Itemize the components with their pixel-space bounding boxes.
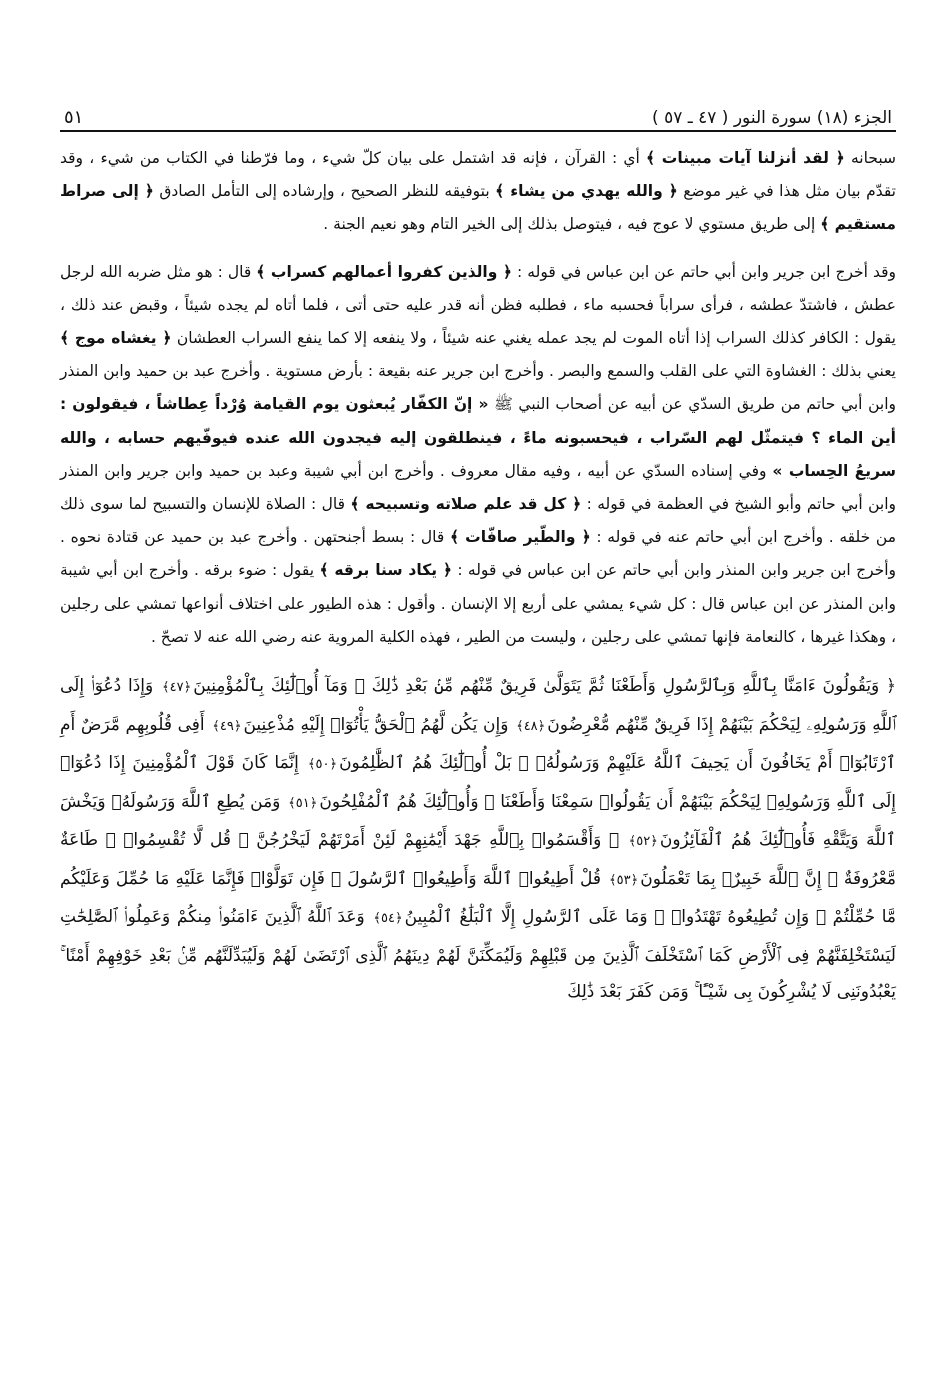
commentary-text: وقد أخرج ابن جرير وابن أبي حاتم عن ابن عباس في قوله : xyxy=(511,262,896,281)
quoted-text: « إنّ الكفّار يُبعثون يوم القيامة وُرْداً عِطاشاً ، فيقولون : أين الماء ؟ فيتمثّل لهم السّراب ، فيحسبونه ماءً ، فينطلقون إليه فيجدون الله عنده فيوفّيهم حسابه ، والله سريعُ الحِساب » xyxy=(60,395,896,480)
verse-number: ﴿٥٢﴾ xyxy=(628,834,658,850)
header-rule xyxy=(60,130,896,132)
commentary-text: قال : الصلاة للإنسان والتسبيح لما سوى ذلك من خلقه . وأخرج ابن أبي حاتم عنه في قوله : xyxy=(60,495,896,547)
quran-verse: وَإِن يَكُن لَّهُمُ ٱلْحَقُّ يَأْتُوٓا۟ إِلَيْهِ مُذْعِنِينَ xyxy=(243,714,509,735)
verse-number: ﴿٥٤﴾ xyxy=(373,911,403,927)
quran-verse: وَإِذَا دُعُوٓا۟ إِلَى ٱللَّهِ وَرَسُولِهِۦ لِيَحْكُمَ بَيْنَهُمْ إِذَا فَرِيقٌ مِّنْهُم مُّعْرِضُونَ xyxy=(60,676,897,735)
quoted-text: ﴿ كل قد علم صلاته وتسبيحه ﴾ xyxy=(350,495,582,514)
commentary-text: قال : هو مثل ضربه الله لرجل عطش ، فاشتدّ عطشه ، فرأى سراباً فحسبه ماء ، فطلبه فظن أنه قدر عليه حتى أتى ، فلما أتاه لم يجده شيئاً ، وقبض عند ذلك ، يقول : الكافر كذلك السراب إذا أتاه الموت لم يجد عمله يغني عنه شيئاً ، ولا ينفعه إلا كما ينفع السراب العطشان xyxy=(60,262,896,348)
commentary-text: يعني بذلك : الغشاوة التي على القلب والسمع والبصر . وأخرج ابن جرير عنه بقيعة : بأرض مستوية . وأخرج عبد بن حميد وابن المنذر وابن أبي حاتم من طريق السدّي عن أبيه عن أصحاب النبي ﷺ xyxy=(60,362,896,414)
commentary-text: وفي إسناده السدّي عن أبيه ، وفيه مقال معروف . وأخرج ابن أبي شيبة وعبد بن حميد وابن جرير وابن المنذر وابن أبي حاتم وأبو الشيخ في العظمة في قوله : xyxy=(60,461,896,514)
quran-verse: ﴿ وَيَقُولُونَ ءَامَنَّا بِٱللَّهِ وَبِٱلرَّسُولِ وَأَطَعْنَا ثُمَّ يَتَوَلَّىٰ فَرِيقٌ مِّنْهُم مِّنۢ بَعْدِ ذَٰلِكَ ۚ وَمَآ أُو۟لَٰٓئِكَ بِٱلْمُؤْمِنِينَ xyxy=(193,676,896,697)
quoted-text: ﴿ يغشاه موج ﴾ xyxy=(60,329,172,348)
verse-number: ﴿٥٠﴾ xyxy=(307,757,338,773)
commentary-paragraph xyxy=(60,256,896,654)
verse-number: ﴿٤٨﴾ xyxy=(516,718,546,734)
running-header xyxy=(60,92,896,128)
quran-verse: ۞ وَأَقْسَمُوا۟ بِٱللَّهِ جَهْدَ أَيْمَٰنِهِمْ لَئِنْ أَمَرْتَهُمْ لَيَخْرُجُنَّ ۖ قُل لَّا تُقْسِمُوا۟ ۖ طَاعَةٌ مَّعْرُوفَةٌ ۚ إِنَّ ٱللَّهَ خَبِيرٌۢ بِمَا تَعْمَلُونَ xyxy=(60,830,897,889)
commentary-paragraph xyxy=(60,142,896,242)
commentary-text: أي : القرآن ، فإنه قد اشتمل على بيان كلّ شيء ، وما فرّطنا في الكتاب من شيء ، وقد تقدّم بيان مثل هذا في غير موضع xyxy=(60,149,897,201)
quoted-text: ﴿ والله يهدي من يشاء ﴾ xyxy=(495,182,678,201)
quoted-text: ﴿ إلى صراط مستقيم ﴾ xyxy=(60,182,896,234)
quran-verse: إِنَّمَا كَانَ قَوْلَ ٱلْمُؤْمِنِينَ إِذَا دُعُوٓا۟ إِلَى ٱللَّهِ وَرَسُولِهِۦ لِيَحْكُمَ بَيْنَهُمْ أَن يَقُولُوا۟ سَمِعْنَا وَأَطَعْنَا ۚ وَأُو۟لَٰٓئِكَ هُمُ ٱلْمُفْلِحُونَ xyxy=(60,753,897,812)
quran-verses-block xyxy=(60,668,896,1011)
quran-verse: وَمَن يُطِعِ ٱللَّهَ وَرَسُولَهُۥ وَيَخْشَ ٱللَّهَ وَيَتَّقْهِ فَأُو۟لَٰٓئِكَ هُمُ ٱلْفَآئِزُونَ xyxy=(60,791,897,851)
page-number: ٥١ xyxy=(64,107,84,128)
quoted-text: ﴿ لقد أنزلنا آيات مبينات ﴾ xyxy=(646,149,845,167)
commentary-text: سبحانه xyxy=(844,149,896,167)
verse-number: ﴿٥١﴾ xyxy=(288,795,318,811)
quran-verse: وَعَدَ ٱللَّهُ ٱلَّذِينَ ءَامَنُوا۟ مِنكُمْ وَعَمِلُوا۟ ٱلصَّٰلِحَٰتِ لَيَسْتَخْلِفَنَّهُمْ فِى ٱلْأَرْضِ كَمَا ٱسْتَخْلَفَ ٱلَّذِينَ مِن قَبْلِهِمْ وَلَيُمَكِّنَنَّ لَهُمْ دِينَهُمُ ٱلَّذِى ٱرْتَضَىٰ لَهُمْ وَلَيُبَدِّلَنَّهُم مِّنۢ بَعْدِ خَوْفِهِمْ أَمْنًا ۚ يَعْبُدُونَنِى لَا يُشْرِكُونَ بِى شَيْـًٔا ۚ وَمَن كَفَرَ بَعْدَ ذَٰلِكَ xyxy=(60,907,896,1003)
commentary-text: قال : بسط أجنحتهن . وأخرج عبد بن حميد عن قتادة نحوه . وأخرج ابن جرير وابن المنذر وابن أبي حاتم عن ابن عباس في قوله : xyxy=(60,528,896,580)
commentary-text: بتوفيقه للنظر الصحيح ، وإرشاده إلى التأمل الصادق xyxy=(153,182,496,201)
quran-verse: أَفِى قُلُوبِهِم مَّرَضٌ أَمِ ٱرْتَابُوٓا۟ أَمْ يَخَافُونَ أَن يَحِيفَ ٱللَّهُ عَلَيْهِمْ وَرَسُولُهُۥ ۚ بَلْ أُو۟لَٰٓئِكَ هُمُ ٱلظَّٰلِمُونَ xyxy=(60,714,897,774)
header-title: الجزء (١٨) سورة النور ( ٤٧ ـ ٥٧ ) xyxy=(652,108,892,128)
verse-number: ﴿٥٣﴾ xyxy=(609,872,639,888)
quoted-text: ﴿ يكاد سنا برقه ﴾ xyxy=(319,561,452,580)
quoted-text: ﴿ والذين كفروا أعمالهم كسراب ﴾ xyxy=(256,262,512,281)
verse-number: ﴿٤٩﴾ xyxy=(212,718,242,734)
verse-number: ﴿٤٧﴾ xyxy=(162,680,192,696)
quran-verse: قُلْ أَطِيعُوا۟ ٱللَّهَ وَأَطِيعُوا۟ ٱلرَّسُولَ ۖ فَإِن تَوَلَّوْا۟ فَإِنَّمَا عَلَيْهِ مَا حُمِّلَ وَعَلَيْكُم مَّا حُمِّلْتُمْ ۖ وَإِن تُطِيعُوهُ تَهْتَدُوا۟ ۚ وَمَا عَلَى ٱلرَّسُولِ إِلَّا ٱلْبَلَٰغُ ٱلْمُبِينُ xyxy=(60,868,897,928)
page xyxy=(60,92,896,1011)
quoted-text: ﴿ والطّير صافّات ﴾ xyxy=(449,528,591,547)
commentary-text: يقول : ضوء برقه . وأخرج ابن أبي شيبة وابن المنذر عن ابن عباس قال : كل شيء يمشي على أربع إلا الإنسان . وأقول : هذه الطيور على اختلاف أنواعها تمشي على رجلين ، وهكذا غيرها ، كالنعامة فإنها تمشي على رجلين ، وليست من الطير ، فهذه الكلية المروية عنه رضي الله عنه لا تصحّ . xyxy=(60,561,896,646)
commentary-text: إلى طريق مستوي لا عوج فيه ، فيتوصل بذلك إلى الخير التام وهو نعيم الجنة . xyxy=(323,215,821,234)
